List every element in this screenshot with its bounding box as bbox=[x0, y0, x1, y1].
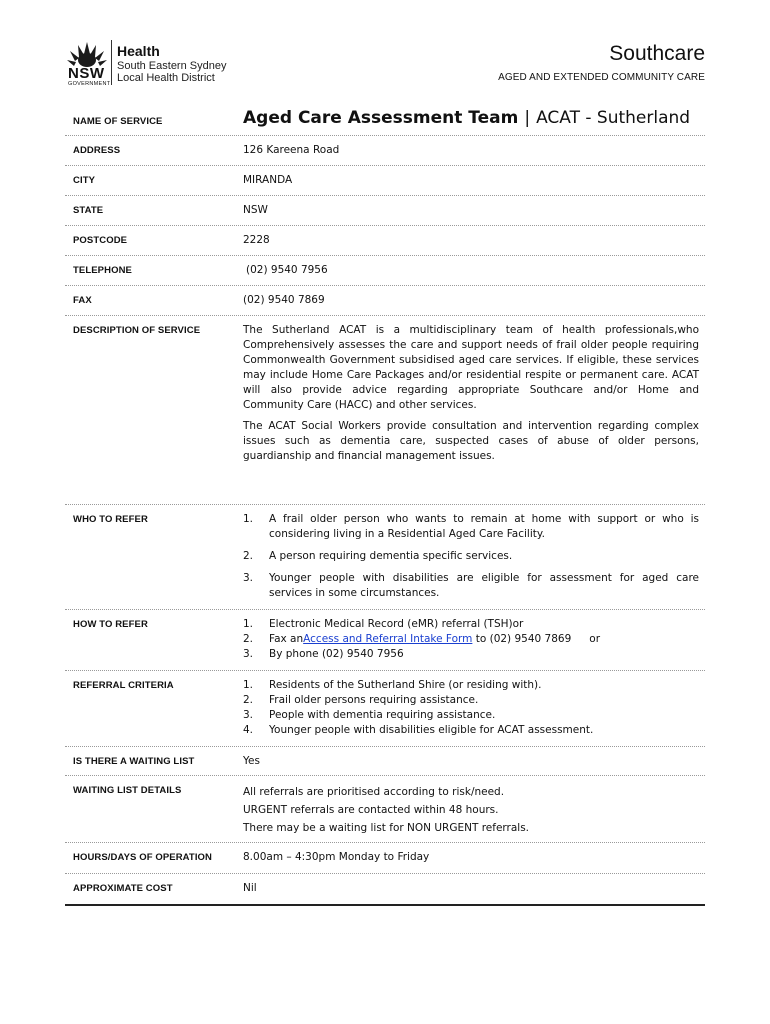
list-number: 3. bbox=[243, 648, 254, 660]
row-city bbox=[65, 166, 705, 196]
row-address bbox=[65, 136, 705, 166]
list-number: 1. bbox=[243, 679, 254, 691]
row-who-to-refer bbox=[65, 505, 705, 610]
field-label: STATE bbox=[73, 205, 104, 216]
field-value-how-to-refer bbox=[243, 610, 705, 669]
list-number: 2. bbox=[243, 633, 254, 645]
service-name-main: Aged Care Assessment Team bbox=[243, 108, 519, 128]
list-number: 1. bbox=[243, 513, 254, 525]
row-description bbox=[65, 316, 705, 505]
logo-org: Health bbox=[117, 43, 160, 59]
list-item bbox=[243, 512, 699, 542]
row-referral-criteria bbox=[65, 671, 705, 747]
list-text: Frail older persons requiring assistance. bbox=[269, 694, 479, 706]
field-label: REFERRAL CRITERIA bbox=[73, 680, 174, 691]
list-text-or: or bbox=[589, 633, 601, 645]
logo-mark-sub: GOVERNMENT bbox=[68, 81, 111, 87]
field-label: IS THERE A WAITING LIST bbox=[73, 756, 195, 767]
description-paragraph: The Sutherland ACAT is a multidisciplinary team of health professionals,who Comprehensively assesses the care and support needs of frail older people requiring Commonwealth Government subsidised aged care services. If eligible, these services may include Home Care Packages and/or residential respite or permanent care. ACAT will also provide advice regarding appropriate Southcare and/or Home and Community Care (HACC) and other services. bbox=[243, 324, 699, 411]
field-label: ADDRESS bbox=[73, 145, 121, 156]
list-item bbox=[243, 549, 699, 564]
list-number: 1. bbox=[243, 618, 254, 630]
field-label: WHO TO REFER bbox=[73, 514, 148, 525]
telephone-number: (02) 9540 7956 bbox=[246, 264, 328, 276]
field-value-description bbox=[243, 316, 705, 477]
field-value-city: MIRANDA bbox=[243, 174, 293, 186]
list-number: 4. bbox=[243, 724, 254, 736]
list-text: A person requiring dementia specific services. bbox=[269, 550, 513, 562]
service-details-table bbox=[65, 103, 705, 906]
logo-district-line1: South Eastern Sydney bbox=[117, 60, 227, 72]
list-text: Electronic Medical Record (eMR) referral (TSH)or bbox=[269, 618, 524, 630]
row-hours bbox=[65, 843, 705, 874]
list-item bbox=[243, 678, 699, 693]
list-item bbox=[243, 632, 699, 647]
list-number: 2. bbox=[243, 550, 254, 562]
field-value-state: NSW bbox=[243, 204, 268, 216]
list-text: People with dementia requiring assistance. bbox=[269, 709, 496, 721]
field-value-referral-criteria bbox=[243, 671, 705, 745]
field-value-cost: Nil bbox=[243, 882, 257, 894]
row-state bbox=[65, 196, 705, 226]
list-text: to (02) 9540 7869 bbox=[472, 633, 572, 645]
field-label: POSTCODE bbox=[73, 235, 128, 246]
list-number: 2. bbox=[243, 694, 254, 706]
field-label: TELEPHONE bbox=[73, 265, 132, 276]
access-referral-form-link[interactable]: Access and Referral Intake Form bbox=[303, 633, 473, 645]
description-paragraph: The ACAT Social Workers provide consultation and intervention regarding complex issues such as dementia care, suspected cases of abuse of older persons, guardianship and financial management issues. bbox=[243, 420, 699, 462]
field-label: CITY bbox=[73, 175, 96, 186]
unit-subtitle: AGED AND EXTENDED COMMUNITY CARE bbox=[498, 72, 705, 83]
field-label: HOW TO REFER bbox=[73, 619, 148, 630]
row-fax bbox=[65, 286, 705, 316]
field-label: NAME OF SERVICE bbox=[73, 116, 163, 127]
list-text: Younger people with disabilities eligible for ACAT assessment. bbox=[269, 724, 594, 736]
row-telephone bbox=[65, 256, 705, 286]
field-label: HOURS/DAYS OF OPERATION bbox=[73, 852, 213, 863]
field-label: FAX bbox=[73, 295, 92, 306]
list-text: Fax an bbox=[269, 633, 304, 645]
brand-title: Southcare bbox=[609, 42, 705, 65]
list-number: 3. bbox=[243, 572, 254, 584]
list-number: 3. bbox=[243, 709, 254, 721]
row-name-of-service bbox=[65, 103, 705, 136]
field-label: APPROXIMATE COST bbox=[73, 883, 173, 894]
service-name-sub: ACAT - Sutherland bbox=[536, 108, 691, 128]
list-item bbox=[243, 708, 699, 723]
waiting-detail-line: All referrals are prioritised according to risk/need. bbox=[243, 786, 505, 798]
field-label: DESCRIPTION OF SERVICE bbox=[73, 325, 201, 336]
list-text: Residents of the Sutherland Shire (or residing with). bbox=[269, 679, 542, 691]
field-value-hours: 8.00am – 4:30pm Monday to Friday bbox=[243, 851, 430, 863]
list-text: By phone (02) 9540 7956 bbox=[269, 648, 404, 660]
row-waiting-list bbox=[65, 747, 705, 776]
how-list bbox=[243, 617, 699, 662]
field-value-telephone bbox=[243, 256, 705, 285]
row-approximate-cost bbox=[65, 874, 705, 906]
field-value-waiting-list-details bbox=[243, 776, 705, 844]
nsw-health-logo bbox=[66, 40, 236, 90]
list-item bbox=[243, 647, 699, 662]
waiting-detail-line: URGENT referrals are contacted within 48 hours. bbox=[243, 804, 499, 816]
field-value-waiting-list: Yes bbox=[243, 755, 260, 767]
service-name-separator: | bbox=[524, 108, 531, 128]
field-value-address: 126 Kareena Road bbox=[243, 144, 340, 156]
row-postcode bbox=[65, 226, 705, 256]
waiting-detail-line: There may be a waiting list for NON URGENT referrals. bbox=[243, 822, 530, 834]
field-value-who-to-refer bbox=[243, 505, 705, 615]
logo-divider bbox=[111, 40, 112, 85]
list-item bbox=[243, 723, 699, 738]
logo-mark: NSW bbox=[68, 65, 105, 82]
field-value-fax: (02) 9540 7869 bbox=[243, 294, 325, 306]
field-value-postcode: 2228 bbox=[243, 234, 270, 246]
list-item bbox=[243, 617, 699, 632]
who-list bbox=[243, 512, 699, 601]
list-item bbox=[243, 693, 699, 708]
row-how-to-refer bbox=[65, 610, 705, 671]
list-item bbox=[243, 571, 699, 601]
logo-district-line2: Local Health District bbox=[117, 72, 215, 84]
criteria-list bbox=[243, 678, 699, 738]
list-text: Younger people with disabilities are eligible for assessment for aged care services in some circumstances. bbox=[269, 572, 699, 599]
row-waiting-list-details bbox=[65, 776, 705, 843]
list-text: A frail older person who wants to remain at home with support or who is considering living in a Residential Aged Care Facility. bbox=[269, 513, 699, 540]
field-label: WAITING LIST DETAILS bbox=[73, 785, 182, 796]
service-name bbox=[243, 103, 705, 134]
